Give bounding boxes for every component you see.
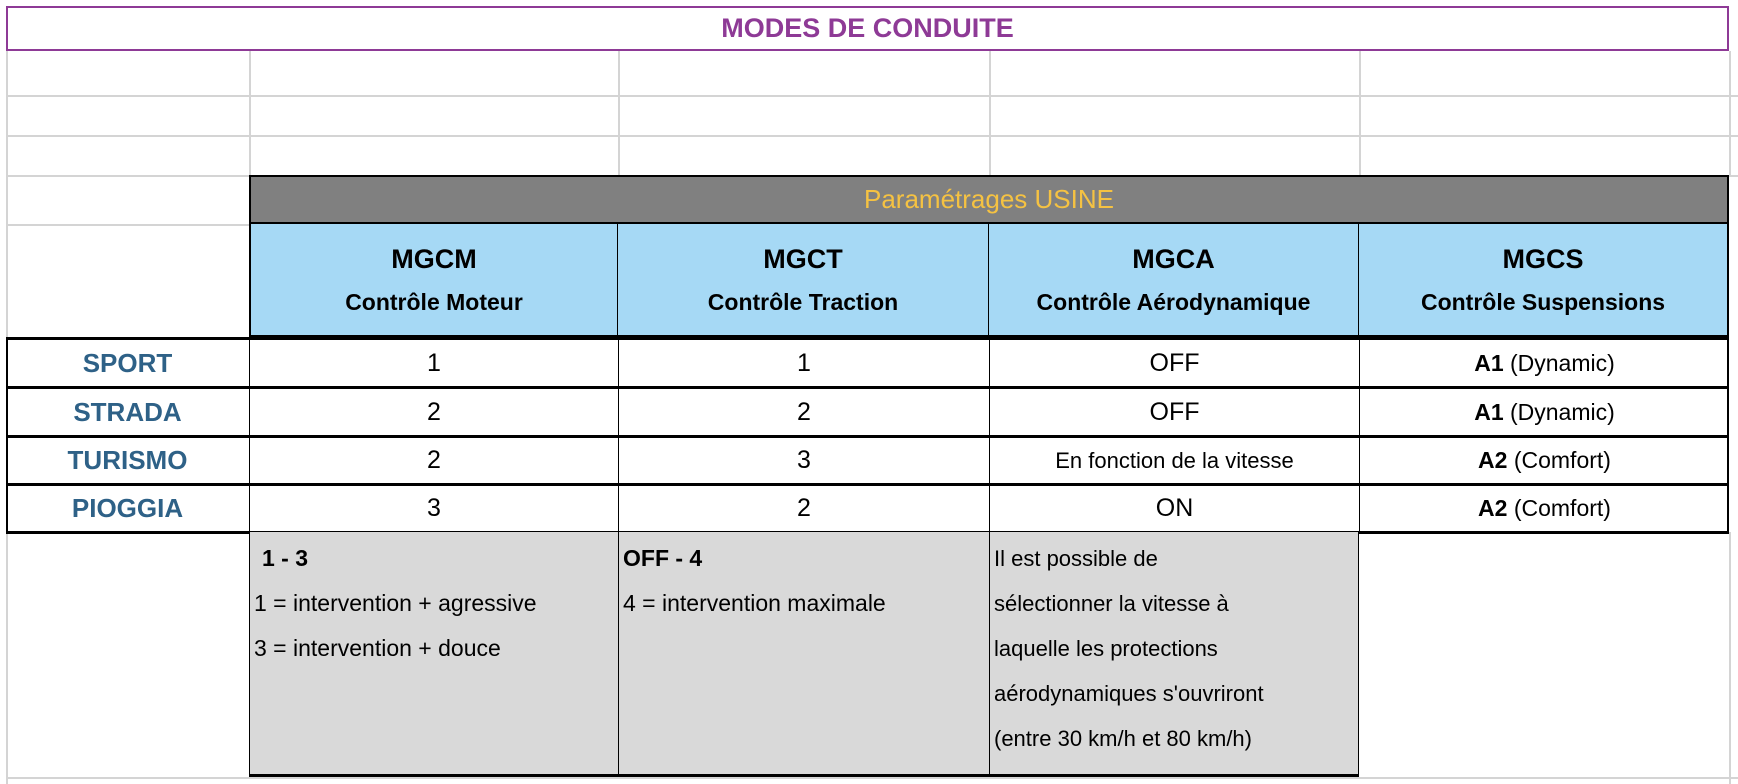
mode-label[interactable]: TURISMO	[67, 445, 188, 475]
note-line: 3 = intervention + douce	[254, 635, 501, 661]
note-range: 1 - 3	[262, 545, 309, 571]
mgcs-value[interactable]	[1359, 340, 1729, 386]
gridline	[6, 95, 1738, 97]
mgcs-value[interactable]	[1359, 486, 1729, 531]
mgcm-value[interactable]: 2	[249, 438, 618, 483]
note-line: Il est possible de	[994, 546, 1158, 571]
gridline	[1729, 51, 1731, 175]
note-line: laquelle les protections	[994, 636, 1218, 661]
gridline	[6, 135, 1738, 137]
column-code: MGCT	[763, 243, 843, 274]
mgcs-label: (Comfort)	[1513, 495, 1611, 521]
column-header-mgca[interactable]	[989, 224, 1359, 338]
gridline	[989, 51, 991, 175]
mgct-value[interactable]: 2	[618, 389, 989, 435]
mgcs-value[interactable]	[1359, 438, 1729, 483]
sheet-title[interactable]: MODES DE CONDUITE	[6, 6, 1729, 51]
mgcs-label: (Dynamic)	[1510, 349, 1615, 376]
note-mgcm[interactable]	[249, 532, 618, 776]
mgcs-label: (Comfort)	[1513, 447, 1611, 473]
gridline	[1729, 532, 1731, 784]
mgca-value[interactable]: OFF	[989, 389, 1359, 435]
mgca-value[interactable]: OFF	[989, 340, 1359, 386]
note-line: 1 = intervention + agressive	[254, 590, 537, 616]
column-description: Contrôle Traction	[707, 288, 899, 315]
mgcs-code: A2	[1478, 447, 1508, 473]
mgca-value[interactable]: En fonction de la vitesse	[989, 438, 1359, 483]
gridline	[618, 51, 620, 175]
note-range: OFF - 4	[623, 545, 703, 571]
mode-label[interactable]: PIOGGIA	[71, 493, 184, 523]
column-header-mgcs[interactable]	[1359, 224, 1729, 338]
note-line: sélectionner la vitesse à	[994, 591, 1229, 616]
table-border	[249, 774, 1359, 777]
column-description: Contrôle Suspensions	[1420, 288, 1666, 315]
gridline	[6, 224, 249, 226]
gridline	[1359, 51, 1361, 175]
mgcs-code: A2	[1478, 495, 1508, 521]
column-header-mgct[interactable]	[618, 224, 989, 338]
note-mgca[interactable]	[989, 532, 1359, 776]
note-line: aérodynamiques s'ouvriront	[994, 681, 1264, 706]
column-description: Contrôle Aérodynamique	[1036, 288, 1311, 315]
gridline	[6, 777, 1738, 779]
mgct-value[interactable]: 1	[618, 340, 989, 386]
column-code: MGCM	[391, 243, 477, 274]
column-code: MGCA	[1132, 243, 1215, 274]
mgct-value[interactable]: 3	[618, 438, 989, 483]
mode-label[interactable]: SPORT	[82, 347, 173, 378]
mgcs-label: (Dynamic)	[1510, 398, 1615, 425]
column-description: Contrôle Moteur	[345, 288, 523, 315]
note-mgct[interactable]	[618, 532, 989, 776]
section-header[interactable]: Paramétrages USINE	[249, 175, 1729, 224]
column-header-mgcm[interactable]	[249, 224, 618, 338]
column-code: MGCS	[1502, 243, 1584, 274]
note-line: 4 = intervention maximale	[623, 590, 886, 616]
mgcm-value[interactable]: 3	[249, 486, 618, 531]
mgcs-code: A1	[1474, 349, 1504, 376]
mgca-value[interactable]: ON	[989, 486, 1359, 531]
mgct-value[interactable]: 2	[618, 486, 989, 531]
mgcs-value[interactable]	[1359, 389, 1729, 435]
mgcm-value[interactable]: 2	[249, 389, 618, 435]
note-line: (entre 30 km/h et 80 km/h)	[994, 726, 1252, 751]
mode-label[interactable]: STRADA	[73, 396, 182, 427]
gridline	[249, 51, 251, 175]
mgcs-code: A1	[1474, 398, 1504, 425]
mgcm-value[interactable]: 1	[249, 340, 618, 386]
